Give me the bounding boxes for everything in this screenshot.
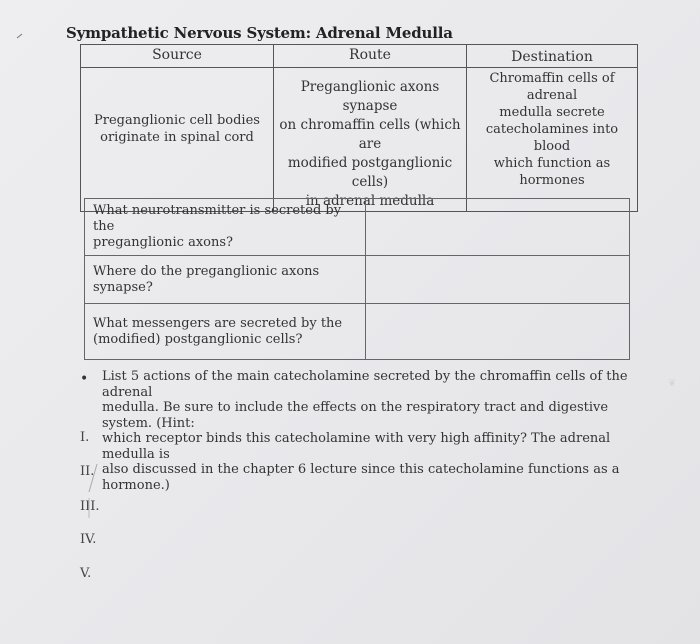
source-line: Preganglionic cell bodies bbox=[94, 112, 260, 128]
destination-line: hormones bbox=[519, 173, 585, 188]
route-line: modified postganglionic cells) bbox=[287, 155, 453, 190]
pen-mark-icon bbox=[86, 462, 100, 520]
answer-label-5: V. bbox=[80, 566, 92, 581]
question-cell bbox=[85, 304, 366, 360]
answer-label-2: II. bbox=[80, 464, 95, 479]
question-line: Where do the preganglionic axons synapse? bbox=[93, 263, 320, 295]
corner-mark-icon bbox=[16, 32, 24, 40]
route-line: on chromaffin cells (which are bbox=[279, 117, 461, 152]
page-title: Sympathetic Nervous System: Adrenal Medulla bbox=[66, 24, 453, 42]
instruction-line: List 5 actions of the main catecholamine secreted by the chromaffin cells of the adrenal bbox=[102, 369, 628, 400]
answer-label-4: IV. bbox=[80, 532, 97, 547]
source-cell bbox=[81, 68, 274, 212]
route-line: Preganglionic axons synapse bbox=[300, 79, 440, 114]
question-line: What neurotransmitter is secreted by the bbox=[93, 203, 342, 234]
svg-text:❦: ❦ bbox=[668, 378, 677, 389]
pathway-table bbox=[80, 44, 638, 212]
destination-line: Chromaffin cells of adrenal bbox=[489, 71, 615, 103]
header-destination: Destination bbox=[467, 45, 638, 68]
header-source: Source bbox=[81, 45, 274, 68]
answer-cell[interactable] bbox=[366, 304, 630, 360]
question-table bbox=[84, 198, 630, 360]
question-line: What messengers are secreted by the bbox=[93, 315, 343, 331]
route-cell bbox=[274, 68, 467, 212]
instruction-line: which receptor binds this catecholamine with very high affinity? The adrenal medulla is bbox=[102, 431, 611, 462]
question-line: preganglionic axons? bbox=[93, 235, 234, 250]
question-cell bbox=[85, 256, 366, 304]
destination-line: catecholamines into blood bbox=[485, 122, 619, 154]
destination-line: medulla secrete bbox=[499, 105, 605, 120]
answer-cell[interactable] bbox=[366, 199, 630, 256]
question-cell bbox=[85, 199, 366, 256]
destination-cell bbox=[467, 68, 638, 212]
instruction-text bbox=[102, 369, 642, 493]
answer-label-1: I. bbox=[80, 430, 90, 445]
instruction-line: medulla. Be sure to include the effects on the respiratory tract and digestive system. (Hint: bbox=[102, 400, 609, 431]
source-line: originate in spinal cord bbox=[100, 129, 254, 145]
answer-label-3: III. bbox=[80, 499, 100, 514]
stain-mark-icon bbox=[666, 372, 682, 392]
header-route: Route bbox=[274, 45, 467, 68]
answer-cell[interactable] bbox=[366, 256, 630, 304]
instruction-line: also discussed in the chapter 6 lecture since this catecholamine functions as a hormone.) bbox=[102, 462, 620, 493]
bullet-icon: • bbox=[80, 371, 89, 387]
route-line: in adrenal medulla bbox=[305, 193, 435, 209]
question-line: (modified) postganglionic cells? bbox=[93, 331, 303, 347]
destination-line: which function as bbox=[493, 156, 611, 171]
